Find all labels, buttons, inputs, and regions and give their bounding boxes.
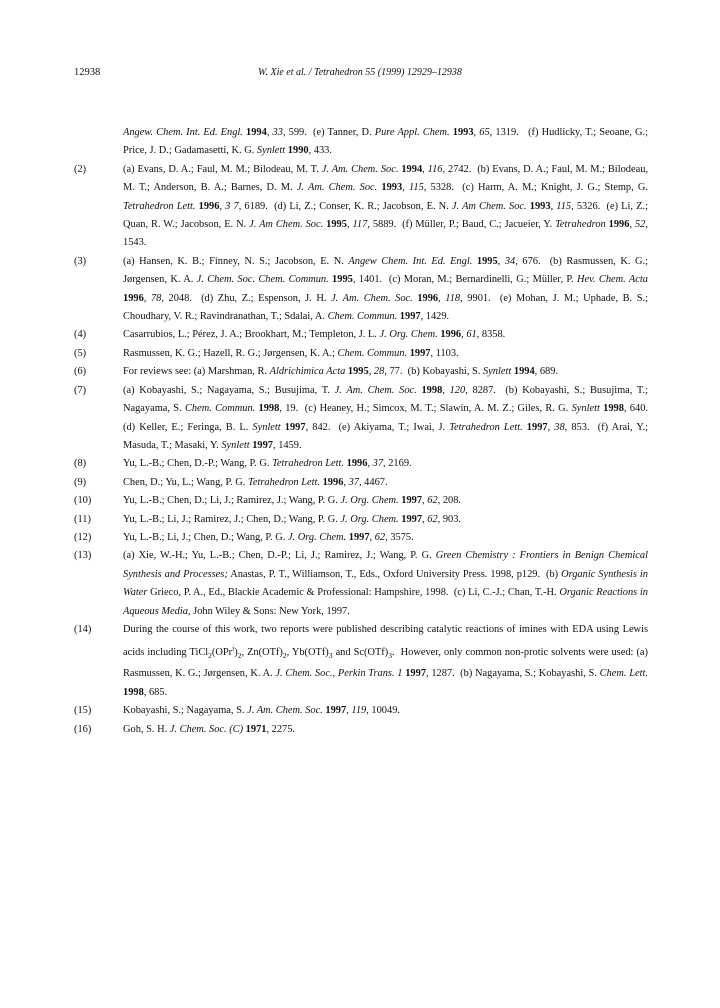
- reference-text-segment: J. Chem. Soc., Perkin Trans. 1: [275, 668, 403, 680]
- reference-entry: [74, 474, 648, 492]
- reference-text-segment: ,: [629, 219, 635, 231]
- reference-number: (9): [74, 476, 87, 488]
- reference-number: (11): [74, 513, 91, 525]
- reference-text-segment: ,: [369, 531, 375, 543]
- reference-text: [123, 348, 459, 359]
- reference-text-segment: (a) Hansen, K. B.; Finney, N. S.; Jacobson, E. N.: [123, 255, 349, 267]
- reference-text-segment: i: [232, 643, 235, 653]
- reference-text: [123, 532, 414, 543]
- reference-text-segment: , 433.: [308, 145, 332, 157]
- reference-entry: [74, 529, 648, 547]
- reference-text-segment: [648, 274, 651, 285]
- reference-entry: [74, 345, 648, 363]
- reference-text-segment: Grieco, P. A., Ed., Blackie Academic & Professional: Hampshire, 1998. (c) Li, C.-J.; Chan, T.-H.: [147, 587, 560, 599]
- reference-text-segment: , 1459.: [273, 439, 302, 451]
- reference-text-segment: , 19. (c) Heaney, H.; Simcox, M. T.; Slawin, A. M. Z.; Giles, R. G.: [279, 403, 572, 415]
- reference-text-segment: 1996: [322, 476, 344, 488]
- reference-text-segment: Synlett: [482, 366, 512, 378]
- reference-entry: [74, 253, 651, 327]
- reference-text-segment: Rasmussen, K. G.; Hazell, R. G.; Jørgensen, K. A.;: [123, 347, 338, 359]
- reference-text-segment: Chem. Lett.: [599, 668, 648, 680]
- reference-text-segment: , 903.: [437, 513, 462, 525]
- reference-text-segment: , 2169.: [383, 458, 412, 470]
- reference-text-segment: 1997: [284, 421, 306, 433]
- reference-text: [123, 366, 558, 377]
- reference-text-segment: Casarrubios, L.; Pérez, J. A.; Brookhart, M.; Templeton, J. L.: [123, 329, 380, 341]
- reference-text-segment: , 5326. (e) Li, Z.; Quan, R. W.; Jacobson, E. N.: [123, 200, 651, 231]
- reference-text-segment: 34: [504, 255, 516, 267]
- reference-text-segment: ,: [143, 292, 151, 304]
- reference-text-segment: 1998: [603, 403, 624, 415]
- reference-text-segment: ,: [550, 200, 557, 212]
- reference-text-segment: J. Org. Chem.: [340, 513, 399, 525]
- reference-text-segment: Anastas, P. T., Williamson, T., Eds., Oxford University Press. 1998, p129. (b): [227, 568, 562, 580]
- reference-text-segment: , 208.: [437, 495, 462, 507]
- page-number: 12938: [74, 67, 101, 78]
- reference-text: [123, 514, 461, 525]
- reference-text-segment: ,: [547, 421, 555, 433]
- reference-text-segment: 1995: [476, 255, 498, 267]
- reference-text: [123, 458, 412, 469]
- reference-entry: [74, 721, 648, 739]
- reference-text-segment: 62: [427, 513, 438, 525]
- reference-text-segment: 1994: [513, 366, 535, 378]
- reference-text-segment: (a) Kobayashi, S.; Nagayama, S.; Busujima, T.: [123, 384, 335, 396]
- reference-text: [123, 724, 295, 735]
- reference-text-segment: Tetrahedron Lett.: [248, 476, 320, 488]
- reference-text: [123, 477, 388, 488]
- reference-text-segment: 38: [554, 421, 565, 433]
- reference-text-segment: Chem. Commun.: [184, 403, 256, 415]
- reference-text-segment: Organic Synthesis in Water: [123, 568, 651, 599]
- reference-text-segment: , 1429.: [420, 311, 450, 323]
- reference-text-segment: 62: [374, 531, 386, 543]
- reference-number: (2): [74, 163, 87, 175]
- reference-text-segment: Synlett: [252, 421, 281, 433]
- reference-entry: [74, 363, 648, 381]
- reference-text-segment: , 4467.: [358, 476, 388, 488]
- reference-text-segment: Yu, L.-B.; Chen, D.; Li, J.; Ramirez, J.; Wang, P. G.: [123, 495, 341, 507]
- reference-text-segment: , 5328. (c) Harm, A. M.; Knight, J. G.; Stemp, G.: [423, 182, 651, 194]
- reference-text-segment: , 640. (d) Keller, E.; Feringa, B. L.: [123, 403, 654, 433]
- reference-number: (13): [74, 550, 92, 562]
- reference-entry: [74, 492, 648, 510]
- reference-text-segment: , Yb(OTf): [286, 646, 329, 658]
- reference-text-segment: 116: [427, 163, 443, 175]
- reference-text-segment: 1998: [258, 403, 280, 415]
- reference-text-segment: , Zn(OTf): [241, 646, 283, 658]
- reference-text-segment: J. Am. Chem. Soc.: [247, 705, 323, 717]
- reference-text-segment: Tetrahedron Lett.: [123, 200, 196, 212]
- reference-text-segment: , 2048. (d) Zhu, Z.; Espenson, J. H.: [161, 292, 332, 304]
- reference-text-segment: Organic Reactions in Aqueous Media,: [123, 587, 651, 617]
- reference-text-segment: J. Org. Chem.: [287, 531, 347, 543]
- reference-text-segment: 1994: [246, 127, 267, 138]
- reference-text-segment: Angew Chem. Int. Ed. Engl.: [348, 255, 473, 267]
- reference-text-segment: 118: [445, 292, 461, 304]
- reference-number: (8): [74, 458, 87, 470]
- reference-text-segment: , 685.: [143, 686, 168, 698]
- reference-text-segment: 1995: [326, 219, 347, 231]
- reference-text-segment: Green Chemistry : Frontiers in Benign Chemical Synthesis and Processes;: [123, 550, 651, 580]
- reference-text-segment: ,: [346, 705, 352, 717]
- reference-number: (6): [74, 366, 87, 378]
- reference-number: (4): [74, 329, 87, 341]
- reference-text-segment: 1996: [198, 200, 220, 212]
- reference-text: [123, 705, 400, 716]
- reference-text-segment: , 5889. (f) Müller, P.; Baud, C.; Jacueier, Y.: [367, 219, 556, 231]
- reference-text-segment: 1993: [529, 200, 551, 212]
- reference-text-segment: 1997: [409, 347, 431, 359]
- reference-text-segment: , 3575.: [385, 531, 414, 543]
- reference-text-segment: , 599. (e) Tanner, D.: [282, 127, 375, 138]
- reference-text-segment: , 853. (f) Arai, Y.; Masuda, T.; Masaki, Y.: [123, 421, 651, 451]
- reference-text-segment: J. Am. Chem. Soc.: [296, 182, 378, 194]
- reference-text-segment: 1995: [347, 366, 369, 378]
- reference-text-segment: Chem. Commun.: [337, 347, 408, 359]
- reference-text: [123, 164, 651, 249]
- reference-text-segment: , 676. (b) Rasmussen, K. G.; Jørgensen, K. A.: [123, 255, 651, 286]
- reference-text-segment: , 842. (e) Akiyama, T.; Iwai, J.: [305, 421, 450, 433]
- reference-text-segment: ): [234, 646, 238, 658]
- reference-text-segment: , 1287. (b) Nagayama, S.; Kobayashi, S.: [426, 668, 600, 680]
- reference-text-segment: ,: [422, 513, 428, 525]
- reference-entry: [74, 702, 648, 720]
- reference-text-segment: J. Am Chem. Soc.: [451, 200, 527, 212]
- reference-text-segment: Yu, L.-B.; Chen, D.-P.; Wang, P. G.: [123, 458, 273, 470]
- reference-text-segment: J. Org. Chem.: [340, 495, 399, 507]
- reference-entry: [74, 326, 648, 344]
- reference-entry: [74, 382, 654, 456]
- reference-text-segment: Synlett: [571, 403, 600, 415]
- reference-text-segment: 1997: [325, 705, 347, 717]
- reference-text-segment: , 2275.: [266, 723, 296, 735]
- reference-text-segment: , 1103.: [430, 347, 459, 359]
- reference-text-segment: ,: [473, 127, 480, 138]
- reference-text-segment: 1996: [608, 219, 630, 231]
- reference-text-segment: John Wiley & Sons: New York, 1997.: [190, 605, 350, 617]
- reference-text-segment: ,: [367, 458, 373, 470]
- reference-text-segment: Chem. Commun.: [327, 311, 398, 323]
- reference-text-segment: 37: [348, 476, 359, 488]
- reference-text-segment: 1996: [123, 292, 144, 304]
- reference-text-segment: 52: [634, 219, 646, 231]
- reference-list: [74, 124, 654, 739]
- reference-text-segment: Pure Appl. Chem.: [374, 127, 450, 138]
- reference-entry: [74, 161, 651, 253]
- reference-text-segment: J. Chem. Soc. Chem. Commun.: [196, 274, 329, 286]
- reference-text-segment: , 8287. (b) Kobayashi, S.; Busujima, T.; Nagayama, S.: [123, 384, 651, 415]
- reference-number: (14): [74, 623, 92, 635]
- reference-entry: [74, 547, 651, 621]
- reference-text-segment: 2: [208, 650, 212, 660]
- reference-text-segment: J. Am Chem. Soc.: [249, 219, 324, 231]
- reference-text-segment: 119: [351, 705, 367, 717]
- reference-entry: [74, 511, 648, 529]
- reference-text: [123, 127, 651, 156]
- reference-text-segment: J. Am. Chem. Soc.: [334, 384, 417, 396]
- page-header: [0, 0, 720, 90]
- reference-text-segment: J. Org. Chem.: [379, 329, 438, 341]
- reference-text-segment: , 1401. (c) Moran, M.; Bernardinelli, G.; Müller, P.: [352, 274, 577, 286]
- reference-text-segment: ,: [438, 292, 446, 304]
- reference-text-segment: 117: [352, 219, 368, 231]
- reference-entry: [74, 455, 648, 473]
- reference-text-segment: 115: [408, 182, 424, 194]
- reference-text-segment: , 1319. (f) Hudlicky, T.; Seoane, G.; Price, J. D.; Gadamasetti, K. G.: [123, 127, 651, 157]
- reference-text-segment: ,: [368, 366, 374, 378]
- reference-number: (7): [74, 384, 87, 396]
- reference-text-segment: [648, 668, 651, 679]
- reference-text-segment: ,: [461, 329, 467, 341]
- reference-text: [123, 624, 651, 698]
- reference-text-segment: 61: [466, 329, 477, 341]
- reference-text-segment: 28: [373, 366, 385, 378]
- reference-text-segment: and Sc(OTf): [332, 646, 389, 658]
- reference-text-segment: 1993: [452, 127, 474, 138]
- reference-number: (16): [74, 723, 92, 735]
- reference-text-segment: J. Am. Chem. Soc.: [321, 163, 399, 175]
- reference-number: (12): [74, 531, 92, 543]
- reference-text-segment: (OPr: [211, 646, 233, 658]
- reference-text-segment: During the course of this work, two reports were published describing catalytic reactions of imines with EDA using Lewis acids including TiCl: [123, 623, 651, 658]
- reference-text: [123, 329, 505, 340]
- reference-text-segment: ,: [402, 182, 409, 194]
- reference-text-segment: 1997: [405, 668, 427, 680]
- reference-text-segment: (a) Xie, W.-H.; Yu, L.-B.; Chen, D.-P.; Li, J.; Ramirez, J.; Wang, P. G.: [123, 550, 436, 562]
- reference-text-segment: , 1543.: [123, 219, 651, 249]
- reference-text-segment: (a) Evans, D. A.; Faul, M. M.; Bilodeau, M. T.: [123, 163, 322, 175]
- reference-text-segment: ,: [346, 219, 353, 231]
- reference-text-segment: ,: [343, 476, 349, 488]
- reference-text-segment: ,: [219, 200, 226, 212]
- reference-number: (15): [74, 705, 92, 717]
- reference-text-segment: 2: [282, 650, 287, 660]
- reference-text-segment: 65: [479, 127, 490, 138]
- reference-text-segment: ,: [497, 255, 505, 267]
- reference-text-segment: ,: [422, 163, 428, 175]
- reference-text-segment: Tetrahedron Lett.: [272, 458, 345, 470]
- reference-number: (5): [74, 347, 87, 359]
- reference-entry: [74, 621, 651, 702]
- reference-text-segment: 115: [556, 200, 572, 212]
- reference-text-segment: 62: [427, 495, 438, 507]
- reference-text-segment: Aldrichimica Acta: [269, 366, 346, 378]
- reference-text-segment: Tetrahedron Lett.: [449, 421, 523, 433]
- reference-text-segment: 2: [237, 650, 242, 660]
- reference-text-segment: 1995: [332, 274, 353, 286]
- reference-text-segment: , 9901. (e) Mohan, J. M.; Uphade, B. S.; Choudhary, V. R.; Ravindranathan, T.; Sdalai, A.: [123, 292, 651, 323]
- reference-text-segment: For reviews see: (a) Marshman, R.: [123, 366, 270, 378]
- reference-text-segment: 1993: [381, 182, 403, 194]
- reference-text-segment: 1997: [399, 311, 421, 323]
- reference-text-segment: 1997: [401, 513, 423, 525]
- reference-text-segment: 1997: [401, 495, 423, 507]
- reference-text-segment: 1990: [287, 145, 309, 157]
- reference-text-segment: Synlett: [256, 145, 286, 157]
- reference-text-segment: Chen, D.; Yu, L.; Wang, P. G.: [123, 476, 249, 488]
- reference-text-segment: 1998: [421, 384, 443, 396]
- reference-text-segment: 120: [449, 384, 466, 396]
- reference-text-segment: 1971: [245, 723, 267, 735]
- reference-text-segment: Synlett: [221, 439, 250, 451]
- reference-text-segment: 1998: [123, 686, 144, 698]
- reference-text-segment: Kobayashi, S.; Nagayama, S.: [123, 705, 248, 717]
- reference-text-segment: Goh, S. H.: [123, 723, 170, 735]
- reference-text: [123, 495, 461, 506]
- reference-text-segment: 1997: [526, 421, 548, 433]
- reference-text-segment: ,: [442, 384, 450, 396]
- reference-text-segment: ,: [422, 495, 428, 507]
- reference-text-segment: 3: [388, 650, 392, 660]
- reference-text-segment: 33: [272, 127, 283, 138]
- reference-text: [123, 256, 651, 322]
- reference-text-segment: J. Am. Chem. Soc.: [331, 292, 413, 304]
- reference-text-segment: ,: [266, 127, 273, 138]
- reference-text-segment: 37: [372, 458, 384, 470]
- reference-number: (3): [74, 255, 87, 267]
- reference-text-segment: 1996: [417, 292, 439, 304]
- reference-text-segment: Hev. Chem. Acta: [577, 274, 648, 286]
- reference-text-segment: Yu, L.-B.; Li, J.; Chen, D.; Wang, P. G.: [123, 531, 288, 543]
- reference-text-segment: 1997: [252, 439, 273, 451]
- reference-text-segment: . However, only common non-protic solvents were used: (a) Rasmussen, K. G.; Jørgensen, K. A.: [123, 646, 651, 680]
- reference-text-segment: 1997: [348, 531, 370, 543]
- reference-text-segment: Yu, L.-B.; Li, J.; Ramirez, J.; Chen, D.; Wang, P. G.: [123, 513, 341, 525]
- reference-text-segment: 1996: [346, 458, 368, 470]
- reference-text-segment: , 10049.: [366, 705, 400, 717]
- reference-text-segment: , 8358.: [476, 329, 506, 341]
- reference-text-segment: 3 7: [225, 200, 239, 212]
- reference-text-segment: Angew. Chem. Int. Ed. Engl.: [123, 127, 243, 138]
- reference-text-segment: , 77. (b) Kobayashi, S.: [384, 366, 483, 378]
- running-head: W. Xie et al. / Tetrahedron 55 (1999) 12929–12938: [258, 67, 462, 78]
- reference-text-segment: Tetrahedron: [555, 219, 606, 231]
- reference-text-segment: 3: [328, 650, 333, 660]
- reference-number: (10): [74, 495, 92, 507]
- reference-entry: [74, 124, 651, 161]
- reference-text-segment: 78: [150, 292, 162, 304]
- reference-text-segment: 1996: [440, 329, 462, 341]
- reference-text-segment: , 2742. (b) Evans, D. A.; Faul, M. M.; Bilodeau, M. T.; Anderson, B. A.; Barnes, D. M.: [123, 163, 651, 194]
- reference-text-segment: 1994: [401, 163, 423, 175]
- reference-text: [123, 550, 651, 616]
- reference-text-segment: , 6189. (d) Li, Z.; Conser, K. R.; Jacobson, E. N.: [238, 200, 452, 212]
- reference-text-segment: , 689.: [534, 366, 559, 378]
- reference-text-segment: J. Chem. Soc. (C): [169, 723, 244, 735]
- reference-text: [123, 385, 653, 451]
